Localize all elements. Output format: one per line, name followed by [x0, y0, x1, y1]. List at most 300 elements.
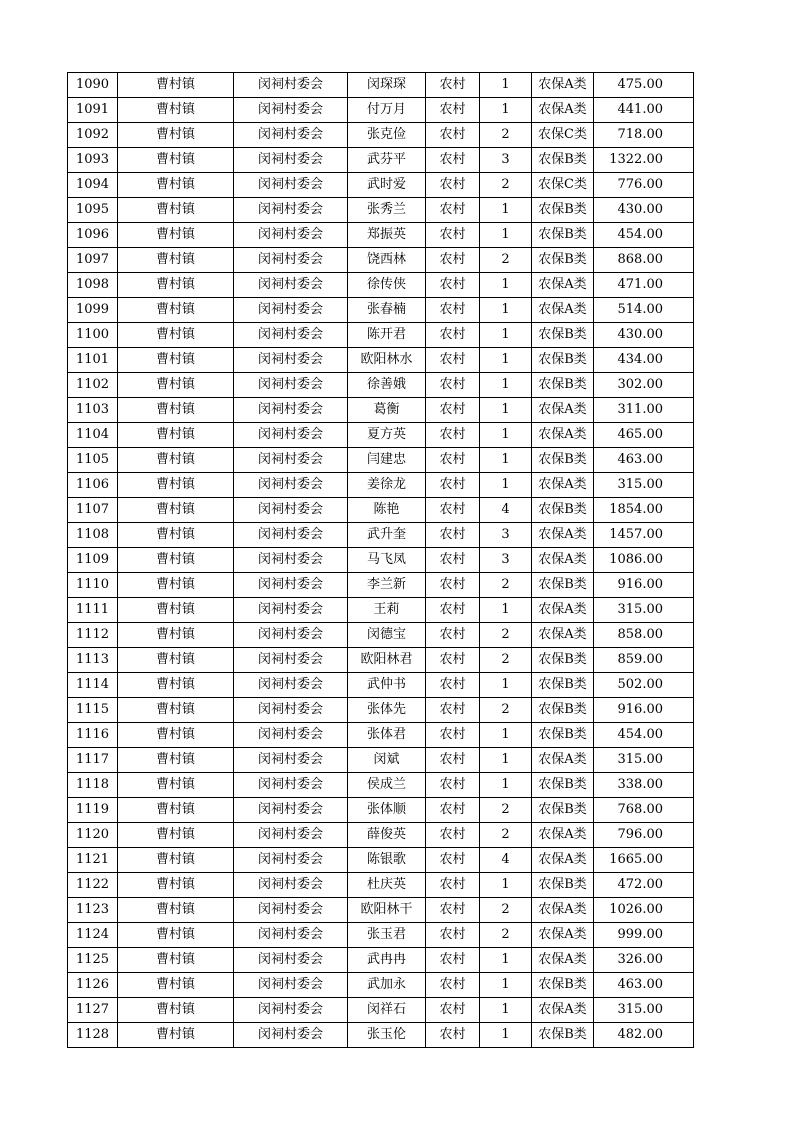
amount-cell: 514.00 — [594, 298, 694, 323]
person-name-cell: 马飞凤 — [348, 548, 426, 573]
table-row — [68, 823, 694, 848]
household-type-cell: 农村 — [426, 98, 480, 123]
village-committee-cell: 闵祠村委会 — [234, 923, 348, 948]
household-size-cell: 1 — [480, 298, 532, 323]
household-size-cell: 1 — [480, 673, 532, 698]
table-row — [68, 173, 694, 198]
village-committee-cell: 闵祠村委会 — [234, 348, 348, 373]
household-type-cell: 农村 — [426, 323, 480, 348]
amount-cell: 315.00 — [594, 998, 694, 1023]
insurance-category-cell: 农保B类 — [532, 798, 594, 823]
town-name-cell: 曹村镇 — [118, 498, 234, 523]
amount-cell: 768.00 — [594, 798, 694, 823]
household-type-cell: 农村 — [426, 623, 480, 648]
town-name-cell: 曹村镇 — [118, 848, 234, 873]
insurance-category-cell: 农保A类 — [532, 398, 594, 423]
row-number-cell: 1105 — [68, 448, 118, 473]
town-name-cell: 曹村镇 — [118, 148, 234, 173]
insurance-category-cell: 农保B类 — [532, 148, 594, 173]
person-name-cell: 葛衡 — [348, 398, 426, 423]
village-committee-cell: 闵祠村委会 — [234, 623, 348, 648]
table-row — [68, 648, 694, 673]
household-size-cell: 1 — [480, 323, 532, 348]
person-name-cell: 付万月 — [348, 98, 426, 123]
row-number-cell: 1108 — [68, 523, 118, 548]
town-name-cell: 曹村镇 — [118, 698, 234, 723]
amount-cell: 430.00 — [594, 198, 694, 223]
village-committee-cell: 闵祠村委会 — [234, 698, 348, 723]
household-size-cell: 1 — [480, 998, 532, 1023]
table-row — [68, 373, 694, 398]
person-name-cell: 欧阳林君 — [348, 648, 426, 673]
town-name-cell: 曹村镇 — [118, 973, 234, 998]
town-name-cell: 曹村镇 — [118, 173, 234, 198]
town-name-cell: 曹村镇 — [118, 773, 234, 798]
town-name-cell: 曹村镇 — [118, 1023, 234, 1048]
household-type-cell: 农村 — [426, 773, 480, 798]
insurance-category-cell: 农保B类 — [532, 648, 594, 673]
person-name-cell: 欧阳林水 — [348, 348, 426, 373]
amount-cell: 482.00 — [594, 1023, 694, 1048]
village-committee-cell: 闵祠村委会 — [234, 98, 348, 123]
table-row — [68, 948, 694, 973]
town-name-cell: 曹村镇 — [118, 798, 234, 823]
amount-cell: 315.00 — [594, 748, 694, 773]
table-row — [68, 698, 694, 723]
table-row — [68, 423, 694, 448]
person-name-cell: 欧阳林干 — [348, 898, 426, 923]
town-name-cell: 曹村镇 — [118, 723, 234, 748]
town-name-cell: 曹村镇 — [118, 198, 234, 223]
household-size-cell: 2 — [480, 248, 532, 273]
row-number-cell: 1101 — [68, 348, 118, 373]
row-number-cell: 1113 — [68, 648, 118, 673]
table-row — [68, 523, 694, 548]
row-number-cell: 1112 — [68, 623, 118, 648]
household-type-cell: 农村 — [426, 173, 480, 198]
amount-cell: 718.00 — [594, 123, 694, 148]
person-name-cell: 武冉冉 — [348, 948, 426, 973]
household-type-cell: 农村 — [426, 123, 480, 148]
row-number-cell: 1116 — [68, 723, 118, 748]
village-committee-cell: 闵祠村委会 — [234, 223, 348, 248]
table-row — [68, 448, 694, 473]
household-type-cell: 农村 — [426, 1023, 480, 1048]
amount-cell: 916.00 — [594, 698, 694, 723]
household-size-cell: 3 — [480, 548, 532, 573]
insurance-category-cell: 农保A类 — [532, 423, 594, 448]
table-row — [68, 598, 694, 623]
village-committee-cell: 闵祠村委会 — [234, 473, 348, 498]
household-size-cell: 3 — [480, 148, 532, 173]
row-number-cell: 1090 — [68, 73, 118, 98]
row-number-cell: 1127 — [68, 998, 118, 1023]
village-committee-cell: 闵祠村委会 — [234, 248, 348, 273]
insurance-category-cell: 农保A类 — [532, 523, 594, 548]
row-number-cell: 1118 — [68, 773, 118, 798]
table-row — [68, 898, 694, 923]
village-committee-cell: 闵祠村委会 — [234, 498, 348, 523]
amount-cell: 859.00 — [594, 648, 694, 673]
row-number-cell: 1123 — [68, 898, 118, 923]
table-row — [68, 798, 694, 823]
town-name-cell: 曹村镇 — [118, 523, 234, 548]
household-size-cell: 2 — [480, 923, 532, 948]
amount-cell: 326.00 — [594, 948, 694, 973]
village-committee-cell: 闵祠村委会 — [234, 648, 348, 673]
row-number-cell: 1119 — [68, 798, 118, 823]
row-number-cell: 1091 — [68, 98, 118, 123]
table-body — [68, 73, 694, 1048]
person-name-cell: 侯成兰 — [348, 773, 426, 798]
household-type-cell: 农村 — [426, 423, 480, 448]
amount-cell: 471.00 — [594, 273, 694, 298]
town-name-cell: 曹村镇 — [118, 373, 234, 398]
household-size-cell: 1 — [480, 1023, 532, 1048]
table-row — [68, 623, 694, 648]
person-name-cell: 闵祥石 — [348, 998, 426, 1023]
town-name-cell: 曹村镇 — [118, 323, 234, 348]
village-committee-cell: 闵祠村委会 — [234, 898, 348, 923]
household-size-cell: 1 — [480, 723, 532, 748]
household-size-cell: 1 — [480, 398, 532, 423]
insurance-category-cell: 农保B类 — [532, 673, 594, 698]
household-size-cell: 2 — [480, 698, 532, 723]
insurance-category-cell: 农保A类 — [532, 748, 594, 773]
table-row — [68, 198, 694, 223]
insurance-category-cell: 农保B类 — [532, 248, 594, 273]
person-name-cell: 郑振英 — [348, 223, 426, 248]
table-row — [68, 723, 694, 748]
household-type-cell: 农村 — [426, 448, 480, 473]
amount-cell: 463.00 — [594, 448, 694, 473]
person-name-cell: 武仲书 — [348, 673, 426, 698]
person-name-cell: 杜庆英 — [348, 873, 426, 898]
village-committee-cell: 闵祠村委会 — [234, 848, 348, 873]
row-number-cell: 1092 — [68, 123, 118, 148]
household-size-cell: 1 — [480, 873, 532, 898]
town-name-cell: 曹村镇 — [118, 248, 234, 273]
village-committee-cell: 闵祠村委会 — [234, 323, 348, 348]
row-number-cell: 1117 — [68, 748, 118, 773]
insurance-category-cell: 农保A类 — [532, 273, 594, 298]
person-name-cell: 姜徐龙 — [348, 473, 426, 498]
insurance-category-cell: 农保A类 — [532, 823, 594, 848]
town-name-cell: 曹村镇 — [118, 923, 234, 948]
table-row — [68, 73, 694, 98]
town-name-cell: 曹村镇 — [118, 898, 234, 923]
table-row — [68, 773, 694, 798]
household-type-cell: 农村 — [426, 923, 480, 948]
town-name-cell: 曹村镇 — [118, 123, 234, 148]
row-number-cell: 1126 — [68, 973, 118, 998]
household-size-cell: 2 — [480, 798, 532, 823]
insurance-category-cell: 农保B类 — [532, 448, 594, 473]
village-committee-cell: 闵祠村委会 — [234, 773, 348, 798]
household-type-cell: 农村 — [426, 148, 480, 173]
household-size-cell: 4 — [480, 848, 532, 873]
household-type-cell: 农村 — [426, 398, 480, 423]
person-name-cell: 陈银歌 — [348, 848, 426, 873]
household-size-cell: 1 — [480, 423, 532, 448]
household-type-cell: 农村 — [426, 673, 480, 698]
insurance-category-cell: 农保B类 — [532, 223, 594, 248]
village-committee-cell: 闵祠村委会 — [234, 398, 348, 423]
household-type-cell: 农村 — [426, 973, 480, 998]
insurance-category-cell: 农保A类 — [532, 998, 594, 1023]
town-name-cell: 曹村镇 — [118, 873, 234, 898]
household-size-cell: 1 — [480, 598, 532, 623]
amount-cell: 338.00 — [594, 773, 694, 798]
insurance-category-cell: 农保A类 — [532, 548, 594, 573]
village-committee-cell: 闵祠村委会 — [234, 948, 348, 973]
household-type-cell: 农村 — [426, 798, 480, 823]
amount-cell: 1086.00 — [594, 548, 694, 573]
table-row — [68, 1023, 694, 1048]
table-row — [68, 573, 694, 598]
amount-cell: 454.00 — [594, 223, 694, 248]
person-name-cell: 薛俊英 — [348, 823, 426, 848]
table-row — [68, 998, 694, 1023]
person-name-cell: 武加永 — [348, 973, 426, 998]
table-row — [68, 248, 694, 273]
household-type-cell: 农村 — [426, 298, 480, 323]
insurance-category-cell: 农保B类 — [532, 323, 594, 348]
household-size-cell: 1 — [480, 748, 532, 773]
village-committee-cell: 闵祠村委会 — [234, 598, 348, 623]
row-number-cell: 1102 — [68, 373, 118, 398]
insurance-category-cell: 农保A类 — [532, 73, 594, 98]
table-row — [68, 398, 694, 423]
household-type-cell: 农村 — [426, 573, 480, 598]
town-name-cell: 曹村镇 — [118, 298, 234, 323]
amount-cell: 796.00 — [594, 823, 694, 848]
village-committee-cell: 闵祠村委会 — [234, 273, 348, 298]
household-size-cell: 1 — [480, 73, 532, 98]
household-type-cell: 农村 — [426, 473, 480, 498]
household-size-cell: 2 — [480, 573, 532, 598]
village-committee-cell: 闵祠村委会 — [234, 723, 348, 748]
row-number-cell: 1094 — [68, 173, 118, 198]
village-committee-cell: 闵祠村委会 — [234, 573, 348, 598]
person-name-cell: 张克俭 — [348, 123, 426, 148]
amount-cell: 463.00 — [594, 973, 694, 998]
table-row — [68, 123, 694, 148]
amount-cell: 1457.00 — [594, 523, 694, 548]
village-committee-cell: 闵祠村委会 — [234, 1023, 348, 1048]
household-type-cell: 农村 — [426, 648, 480, 673]
insurance-category-cell: 农保A类 — [532, 948, 594, 973]
insurance-category-cell: 农保B类 — [532, 573, 594, 598]
village-committee-cell: 闵祠村委会 — [234, 998, 348, 1023]
amount-cell: 1854.00 — [594, 498, 694, 523]
household-size-cell: 1 — [480, 273, 532, 298]
household-type-cell: 农村 — [426, 998, 480, 1023]
row-number-cell: 1122 — [68, 873, 118, 898]
household-type-cell: 农村 — [426, 373, 480, 398]
row-number-cell: 1093 — [68, 148, 118, 173]
household-type-cell: 农村 — [426, 223, 480, 248]
household-type-cell: 农村 — [426, 948, 480, 973]
village-committee-cell: 闵祠村委会 — [234, 123, 348, 148]
household-size-cell: 1 — [480, 348, 532, 373]
person-name-cell: 饶西林 — [348, 248, 426, 273]
village-committee-cell: 闵祠村委会 — [234, 373, 348, 398]
person-name-cell: 张体君 — [348, 723, 426, 748]
insurance-category-cell: 农保A类 — [532, 473, 594, 498]
household-type-cell: 农村 — [426, 723, 480, 748]
amount-cell: 999.00 — [594, 923, 694, 948]
person-name-cell: 武升奎 — [348, 523, 426, 548]
person-name-cell: 武芬平 — [348, 148, 426, 173]
village-committee-cell: 闵祠村委会 — [234, 748, 348, 773]
amount-cell: 315.00 — [594, 473, 694, 498]
insurance-category-cell: 农保B类 — [532, 1023, 594, 1048]
household-size-cell: 2 — [480, 648, 532, 673]
insurance-category-cell: 农保A类 — [532, 98, 594, 123]
insurance-category-cell: 农保C类 — [532, 123, 594, 148]
row-number-cell: 1099 — [68, 298, 118, 323]
insurance-category-cell: 农保A类 — [532, 298, 594, 323]
person-name-cell: 闵斌 — [348, 748, 426, 773]
insurance-category-cell: 农保B类 — [532, 973, 594, 998]
amount-cell: 472.00 — [594, 873, 694, 898]
village-committee-cell: 闵祠村委会 — [234, 798, 348, 823]
amount-cell: 858.00 — [594, 623, 694, 648]
town-name-cell: 曹村镇 — [118, 98, 234, 123]
row-number-cell: 1114 — [68, 673, 118, 698]
person-name-cell: 徐善娥 — [348, 373, 426, 398]
insurance-category-cell: 农保A类 — [532, 848, 594, 873]
row-number-cell: 1098 — [68, 273, 118, 298]
household-size-cell: 2 — [480, 623, 532, 648]
town-name-cell: 曹村镇 — [118, 548, 234, 573]
person-name-cell: 闵德宝 — [348, 623, 426, 648]
village-committee-cell: 闵祠村委会 — [234, 523, 348, 548]
table-row — [68, 98, 694, 123]
village-committee-cell: 闵祠村委会 — [234, 448, 348, 473]
row-number-cell: 1097 — [68, 248, 118, 273]
household-size-cell: 2 — [480, 898, 532, 923]
person-name-cell: 闵琛琛 — [348, 73, 426, 98]
town-name-cell: 曹村镇 — [118, 673, 234, 698]
amount-cell: 434.00 — [594, 348, 694, 373]
village-committee-cell: 闵祠村委会 — [234, 423, 348, 448]
household-type-cell: 农村 — [426, 73, 480, 98]
row-number-cell: 1115 — [68, 698, 118, 723]
person-name-cell: 陈开君 — [348, 323, 426, 348]
town-name-cell: 曹村镇 — [118, 648, 234, 673]
row-number-cell: 1100 — [68, 323, 118, 348]
amount-cell: 475.00 — [594, 73, 694, 98]
household-type-cell: 农村 — [426, 498, 480, 523]
row-number-cell: 1111 — [68, 598, 118, 623]
person-name-cell: 夏方英 — [348, 423, 426, 448]
amount-cell: 441.00 — [594, 98, 694, 123]
table-row — [68, 673, 694, 698]
household-size-cell: 1 — [480, 223, 532, 248]
household-size-cell: 1 — [480, 973, 532, 998]
household-type-cell: 农村 — [426, 548, 480, 573]
insurance-category-cell: 农保A类 — [532, 898, 594, 923]
village-committee-cell: 闵祠村委会 — [234, 673, 348, 698]
town-name-cell: 曹村镇 — [118, 448, 234, 473]
town-name-cell: 曹村镇 — [118, 823, 234, 848]
person-name-cell: 王莉 — [348, 598, 426, 623]
row-number-cell: 1103 — [68, 398, 118, 423]
household-type-cell: 农村 — [426, 698, 480, 723]
village-committee-cell: 闵祠村委会 — [234, 873, 348, 898]
household-size-cell: 4 — [480, 498, 532, 523]
household-type-cell: 农村 — [426, 898, 480, 923]
town-name-cell: 曹村镇 — [118, 73, 234, 98]
table-row — [68, 923, 694, 948]
row-number-cell: 1107 — [68, 498, 118, 523]
person-name-cell: 徐传侠 — [348, 273, 426, 298]
table-row — [68, 873, 694, 898]
table-row — [68, 348, 694, 373]
amount-cell: 1026.00 — [594, 898, 694, 923]
town-name-cell: 曹村镇 — [118, 473, 234, 498]
row-number-cell: 1121 — [68, 848, 118, 873]
amount-cell: 315.00 — [594, 598, 694, 623]
row-number-cell: 1109 — [68, 548, 118, 573]
person-name-cell: 张玉君 — [348, 923, 426, 948]
row-number-cell: 1120 — [68, 823, 118, 848]
person-name-cell: 张体顺 — [348, 798, 426, 823]
insurance-category-cell: 农保B类 — [532, 723, 594, 748]
table-row — [68, 223, 694, 248]
insurance-category-cell: 农保A类 — [532, 598, 594, 623]
town-name-cell: 曹村镇 — [118, 423, 234, 448]
amount-cell: 1665.00 — [594, 848, 694, 873]
table-row — [68, 848, 694, 873]
insurance-category-cell: 农保B类 — [532, 373, 594, 398]
amount-cell: 311.00 — [594, 398, 694, 423]
household-type-cell: 农村 — [426, 273, 480, 298]
amount-cell: 1322.00 — [594, 148, 694, 173]
person-name-cell: 武时爱 — [348, 173, 426, 198]
town-name-cell: 曹村镇 — [118, 348, 234, 373]
row-number-cell: 1124 — [68, 923, 118, 948]
household-type-cell: 农村 — [426, 748, 480, 773]
table-row — [68, 273, 694, 298]
table-row — [68, 473, 694, 498]
household-type-cell: 农村 — [426, 823, 480, 848]
household-type-cell: 农村 — [426, 598, 480, 623]
insurance-category-cell: 农保B类 — [532, 873, 594, 898]
village-committee-cell: 闵祠村委会 — [234, 548, 348, 573]
table-row — [68, 973, 694, 998]
household-size-cell: 1 — [480, 98, 532, 123]
table-row — [68, 148, 694, 173]
row-number-cell: 1096 — [68, 223, 118, 248]
insurance-category-cell: 农保B类 — [532, 773, 594, 798]
table-row — [68, 748, 694, 773]
household-size-cell: 1 — [480, 448, 532, 473]
household-size-cell: 3 — [480, 523, 532, 548]
person-name-cell: 张春楠 — [348, 298, 426, 323]
village-committee-cell: 闵祠村委会 — [234, 148, 348, 173]
table-row — [68, 548, 694, 573]
insurance-category-cell: 农保A类 — [532, 923, 594, 948]
person-name-cell: 张秀兰 — [348, 198, 426, 223]
town-name-cell: 曹村镇 — [118, 998, 234, 1023]
household-size-cell: 1 — [480, 948, 532, 973]
town-name-cell: 曹村镇 — [118, 573, 234, 598]
town-name-cell: 曹村镇 — [118, 223, 234, 248]
household-type-cell: 农村 — [426, 248, 480, 273]
